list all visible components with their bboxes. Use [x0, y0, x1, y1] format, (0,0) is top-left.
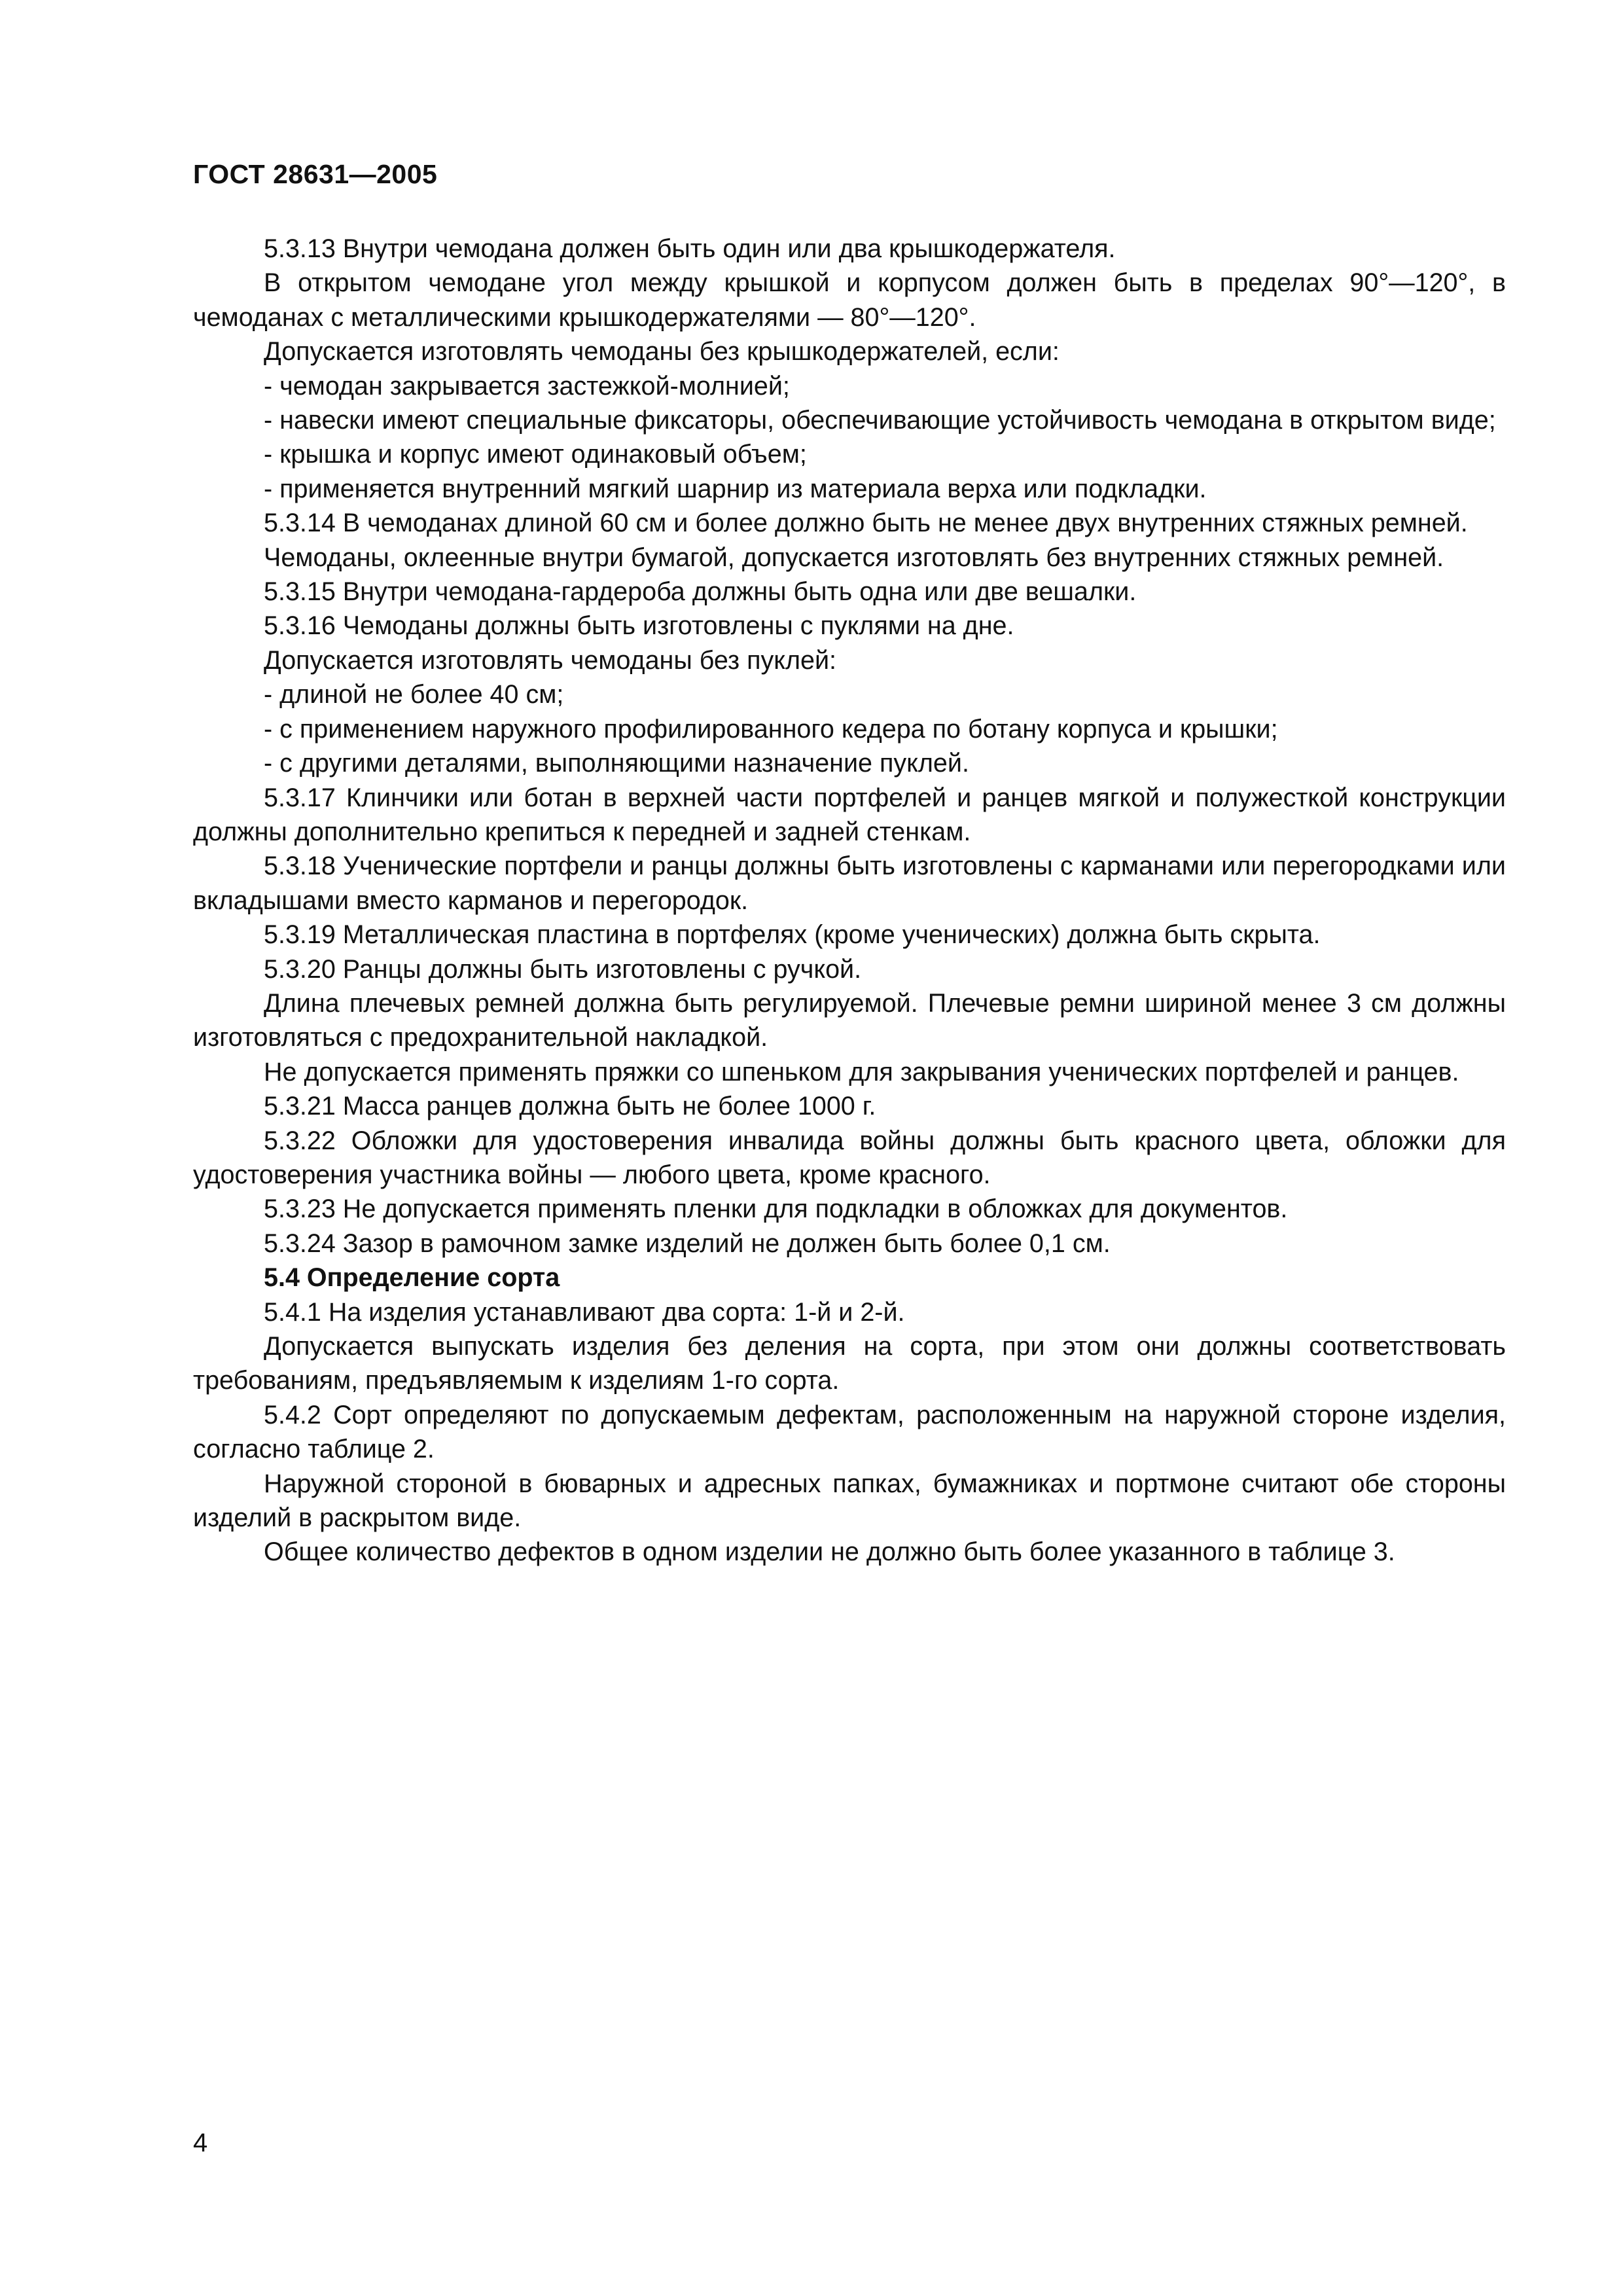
paragraph: Чемоданы, оклеенные внутри бумагой, допускается изготовлять без внутренних стяжных ремней.: [264, 543, 1444, 572]
paragraph: Допускается выпускать изделия без деления на сорта, при этом они должны соответствовать требованиям, предъявляемым к изделиям 1-го сорта.: [193, 1332, 1506, 1395]
paragraph: Допускается изготовлять чемоданы без крышкодержателей, если:: [264, 337, 1060, 367]
list-item: - чемодан закрывается застежкой-молнией;: [264, 371, 790, 401]
paragraph: 5.4.1 На изделия устанавливают два сорта: 1-й и 2-й.: [264, 1297, 905, 1327]
paragraph: Общее количество дефектов в одном изделии не должно быть более указанного в таблице 3.: [264, 1537, 1395, 1567]
paragraph: Не допускается применять пряжки со шпеньком для закрывания ученических портфелей и ранцев.: [264, 1057, 1459, 1086]
paragraph: Длина плечевых ремней должна быть регулируемой. Плечевые ремни шириной менее 3 см должны изготовляться с предохранительной накладкой.: [193, 988, 1506, 1052]
paragraph: 5.3.20 Ранцы должны быть изготовлены с ручкой.: [264, 954, 862, 984]
standard-header: ГОСТ 28631—2005: [193, 159, 438, 189]
section-heading: 5.4 Определение сорта: [264, 1263, 560, 1293]
paragraph: 5.3.13 Внутри чемодана должен быть один или два крышкодержателя.: [264, 234, 1116, 263]
paragraph: 5.3.16 Чемоданы должны быть изготовлены с пуклями на дне.: [264, 611, 1014, 641]
paragraph: Допускается изготовлять чемоданы без пуклей:: [264, 645, 837, 675]
paragraph: В открытом чемодане угол между крышкой и корпусом должен быть в пределах 90°—120°, в чемоданах с металлическими крышкодержателями — 80°—120°.: [193, 268, 1506, 332]
page-number: 4: [193, 2128, 208, 2157]
paragraph: 5.3.17 Клинчики или ботан в верхней части портфелей и ранцев мягкой и полужесткой конструкции должны дополнительно крепиться к передней и задней стенкам.: [193, 783, 1506, 846]
paragraph: 5.3.22 Обложки для удостоверения инвалида войны должны быть красного цвета, обложки для удостоверения участника войны — любого цвета, кроме красного.: [193, 1126, 1506, 1189]
paragraph: 5.3.24 Зазор в рамочном замке изделий не должен быть более 0,1 см.: [264, 1229, 1111, 1258]
paragraph: 5.3.23 Не допускается применять пленки для подкладки в обложках для документов.: [264, 1194, 1288, 1224]
list-item: - длиной не более 40 см;: [264, 680, 564, 709]
paragraph: 5.3.21 Масса ранцев должна быть не более 1000 г.: [264, 1092, 876, 1121]
paragraph: 5.3.19 Металлическая пластина в портфелях (кроме ученических) должна быть скрыта.: [264, 920, 1321, 950]
list-item: - навески имеют специальные фиксаторы, обеспечивающие устойчивость чемодана в открытом виде;: [264, 406, 1496, 435]
list-item: - применяется внутренний мягкий шарнир из материала верха или подкладки.: [264, 474, 1207, 503]
list-item: - с другими деталями, выполняющими назначение пуклей.: [264, 749, 969, 778]
paragraph: 5.3.18 Ученические портфели и ранцы должны быть изготовлены с карманами или перегородками или вкладышами вместо карманов и перегородок.: [193, 852, 1506, 915]
paragraph: 5.4.2 Сорт определяют по допускаемым дефектам, расположенным на наружной стороне изделия, согласно таблице 2.: [193, 1400, 1506, 1464]
paragraph: 5.3.14 В чемоданах длиной 60 см и более должно быть не менее двух внутренних стяжных ремней.: [264, 509, 1468, 538]
paragraph: Наружной стороной в бюварных и адресных папках, бумажниках и портмоне считают обе стороны изделий в раскрытом виде.: [193, 1469, 1506, 1533]
paragraph: 5.3.15 Внутри чемодана-гардероба должны быть одна или две вешалки.: [264, 577, 1137, 607]
list-item: - крышка и корпус имеют одинаковый объем;: [264, 440, 807, 469]
document-body: [193, 232, 1506, 1570]
list-item: - с применением наружного профилированного кедера по ботану корпуса и крышки;: [264, 714, 1278, 744]
